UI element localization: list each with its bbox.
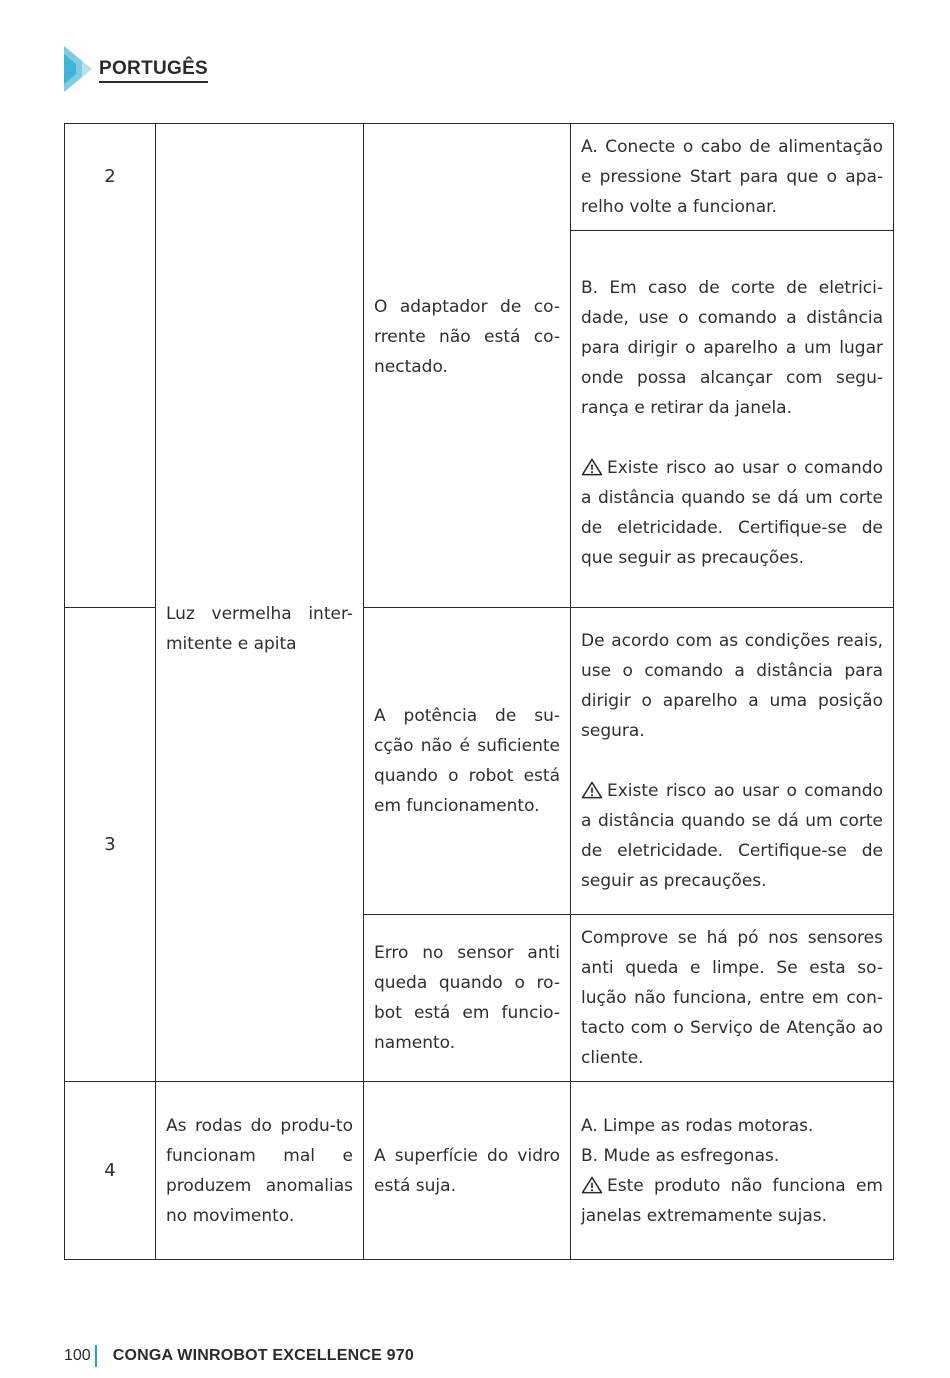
row-number: 4 [65,1082,156,1260]
chevron-logo-icon [64,46,92,92]
warning-triangle-icon [581,1176,603,1194]
solution-cell [571,1082,894,1260]
warning-text: Existe risco ao usar o comando a distância quando se dá um corte de eletricidade. Certifique-se de que seguir as precauções. [581,458,883,568]
row-number: 3 [65,608,156,1082]
troubleshooting-table [64,123,894,1260]
solution-text: A. Conecte o cabo de alimentação e pressione Start para que o apa-relho volte a funcionar. [581,137,883,217]
solution-text: A. Limpe as rodas motoras. [581,1115,814,1136]
warning-note [581,776,883,896]
problem-cell [156,124,364,1082]
solution-text: B. Mude as esfregonas. [581,1145,780,1166]
solution-text: B. Em caso de corte de eletrici-dade, use o comando a distância para dirigir o aparelho a um lugar onde possa alcançar com segu-rança e retirar da janela. [581,278,883,418]
problem-cell [156,1082,364,1260]
product-name: CONGA WINROBOT EXCELLENCE 970 [112,1347,414,1364]
page-footer [64,1344,414,1368]
cause-cell [364,1082,571,1260]
problem-text: Luz vermelha inter-mitente e apita [166,603,353,654]
table-row [65,1082,894,1260]
cause-text: O adaptador de co-rrente não está co-nectado. [374,297,560,377]
row-number: 2 [65,124,156,608]
solution-cell [571,231,894,608]
solution-cell [571,915,894,1082]
language-title: PORTUGÊS [99,58,208,83]
warning-triangle-icon [581,458,603,476]
solution-text: Comprove se há pó nos sensores anti queda e limpe. Se esta so-lução não funciona, entre em con-tacto com o Serviço de Atenção ao cliente. [581,928,883,1068]
page-header [64,46,364,92]
warning-text: Existe risco ao usar o comando a distância quando se dá um corte de eletricidade. Certifique-se de seguir as precauções. [581,781,883,891]
solution-text: De acordo com as condições reais, use o comando a distância para dirigir o aparelho a uma posição segura. [581,631,883,741]
table-row [65,124,894,231]
cause-cell [364,608,571,915]
cause-text: A potência de su-cção não é suficiente quando o robot está em funcionamento. [374,706,560,816]
warning-note [581,1171,883,1231]
warning-text: Este produto não funciona em janelas extremamente sujas. [581,1175,883,1226]
page-number: 100 [64,1347,91,1364]
problem-text: As rodas do produ-to funcionam mal e produzem anomalias no movimento. [166,1115,353,1226]
cause-text: Erro no sensor anti queda quando o ro-bot está em funcio-namento. [374,943,560,1053]
cause-cell [364,124,571,608]
solution-cell [571,124,894,231]
cause-cell [364,915,571,1082]
cause-text: A superfície do vidro está suja. [374,1145,560,1196]
footer-divider [95,1345,97,1367]
warning-note [581,453,883,573]
warning-triangle-icon [581,781,603,799]
solution-cell [571,608,894,915]
